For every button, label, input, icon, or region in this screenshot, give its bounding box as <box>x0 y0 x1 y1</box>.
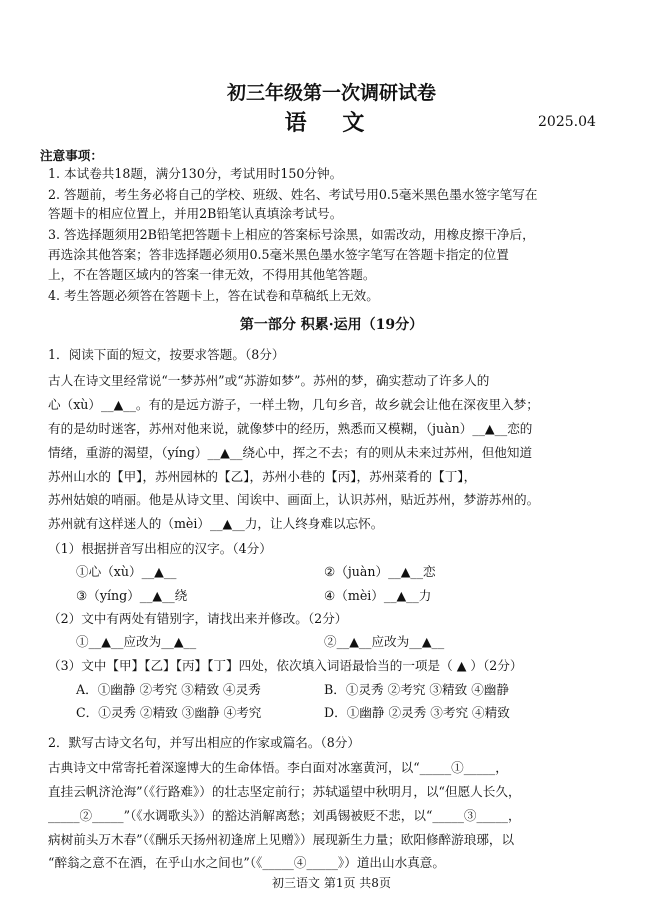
notice-line: 再选涂其他答案；答非选择题必须用0.5毫米黑色墨水签字笔写在答题卡指定的位置 <box>48 247 509 262</box>
passage-line: 心（xù）__▲__。有的是远方游子，一样土物，几句乡音，故乡就会让他在深夜里入梦； <box>48 397 539 412</box>
notice-heading: 注意事项： <box>40 148 103 163</box>
choice-option: A．①幽静 ②考究 ③精致 ④灵秀 <box>76 682 261 697</box>
passage-line: 有的是幼时迷客，苏州对他来说，就像梦中的经历，熟悉而又模糊，（juàn）__▲__恋的 <box>48 421 533 436</box>
passage-line: 病树前头万木春”（《酬乐天扬州初逢席上见赠》）展现新生力量；欧阳修醉游琅琊，以 <box>48 832 515 847</box>
sub-question-1: （1）根据拼音写出相应的汉字。（4分） <box>48 541 272 556</box>
section-title: 第一部分 积累·运用（19分） <box>239 317 424 333</box>
notice-line: 3. 答选择题须用2B铅笔把答题卡上相应的答案标号涂黑，如需改动，用橡皮擦干净后， <box>48 227 535 242</box>
answer-item: ①心（xù）__▲__ <box>76 564 177 579</box>
passage-line: 古典诗文中常寄托着深邃博大的生命体悟。李白面对冰塞黄河，以“_____①_____， <box>48 760 508 775</box>
question-2-stem: 2．默写古诗文名句，并写出相应的作家或篇名。（8分） <box>48 735 360 750</box>
answer-item: ②（juàn）__▲__恋 <box>324 564 436 579</box>
exam-date: 2025.04 <box>538 114 596 130</box>
question-1-stem: 1．阅读下面的短文，按要求答题。（8分） <box>48 347 285 362</box>
exam-title: 初三年级第一次调研试卷 <box>226 82 436 104</box>
answer-item: ④（mèi）__▲__力 <box>324 588 432 603</box>
subject-title: 语 文 <box>284 110 379 136</box>
choice-option: C．①灵秀 ②精致 ③幽静 ④考究 <box>76 705 262 720</box>
passage-line: 情绪，重游的渴望，（yíng）__▲__绕心中，挥之不去；有的则从未来过苏州，但他知道 <box>48 445 533 460</box>
choice-option: B．①灵秀 ②考究 ③精致 ④幽静 <box>324 682 509 697</box>
notice-line: 上，不在答题区域内的答案一律无效，不得用其他笔答题。 <box>48 267 376 282</box>
answer-item: ②__▲__应改为__▲__ <box>324 634 445 649</box>
passage-line: _____②_____”（《水调歌头》）的豁达消解离愁；刘禹锡被贬不悲，以“_____③_____， <box>48 808 521 823</box>
notice-line: 4. 考生答题必须答在答题卡上，答在试卷和草稿纸上无效。 <box>48 288 379 303</box>
passage-line: 苏州姑娘的哨丽。他是从诗文里、闰诶中、画面上，认识苏州，贴近苏州，梦游苏州的。 <box>48 492 540 507</box>
passage-line: “醉翁之意不在酒，在乎山水之间也”（《_____④_____》）道出山水真意。 <box>48 855 445 870</box>
notice-line: 答题卡的相应位置上，并用2B铅笔认真填涂考试号。 <box>48 206 343 221</box>
answer-item: ③（yíng）__▲__绕 <box>76 588 188 603</box>
notice-line: 2. 答题前，考生务必将自己的学校、班级、姓名、考试号用0.5毫米黑色墨水签字笔写在 <box>48 187 538 202</box>
notice-line: 1. 本试卷共18题，满分130分，考试用时150分钟。 <box>48 166 343 181</box>
choice-option: D．①幽静 ②灵秀 ③考究 ④精致 <box>324 705 510 720</box>
passage-line: 古人在诗文里经常说“一梦苏州”或“苏游如梦”。苏州的梦，确实惹动了许多人的 <box>48 373 490 388</box>
sub-question-3: （3）文中【甲】【乙】【丙】【丁】四处，依次填入词语最恰当的一项是（ ▲ ）（2分） <box>48 658 523 673</box>
passage-line: 苏州就有这样迷人的（mèi）__▲__力，让人终身难以忘怀。 <box>48 516 384 531</box>
answer-item: ①__▲__应改为__▲__ <box>76 634 197 649</box>
page-footer: 初三语文 第1页 共8页 <box>272 876 391 890</box>
sub-question-2: （2）文中有两处有错别字，请找出来并修改。（2分） <box>48 611 348 626</box>
passage-line: 直挂云帆济沧海”（《行路难》）的壮志坚定前行；苏轼遥望中秋明月，以“但愿人长久， <box>48 784 521 799</box>
passage-line: 苏州山水的【甲】，苏州园林的【乙】，苏州小巷的【丙】，苏州菜肴的【丁】， <box>48 469 477 484</box>
